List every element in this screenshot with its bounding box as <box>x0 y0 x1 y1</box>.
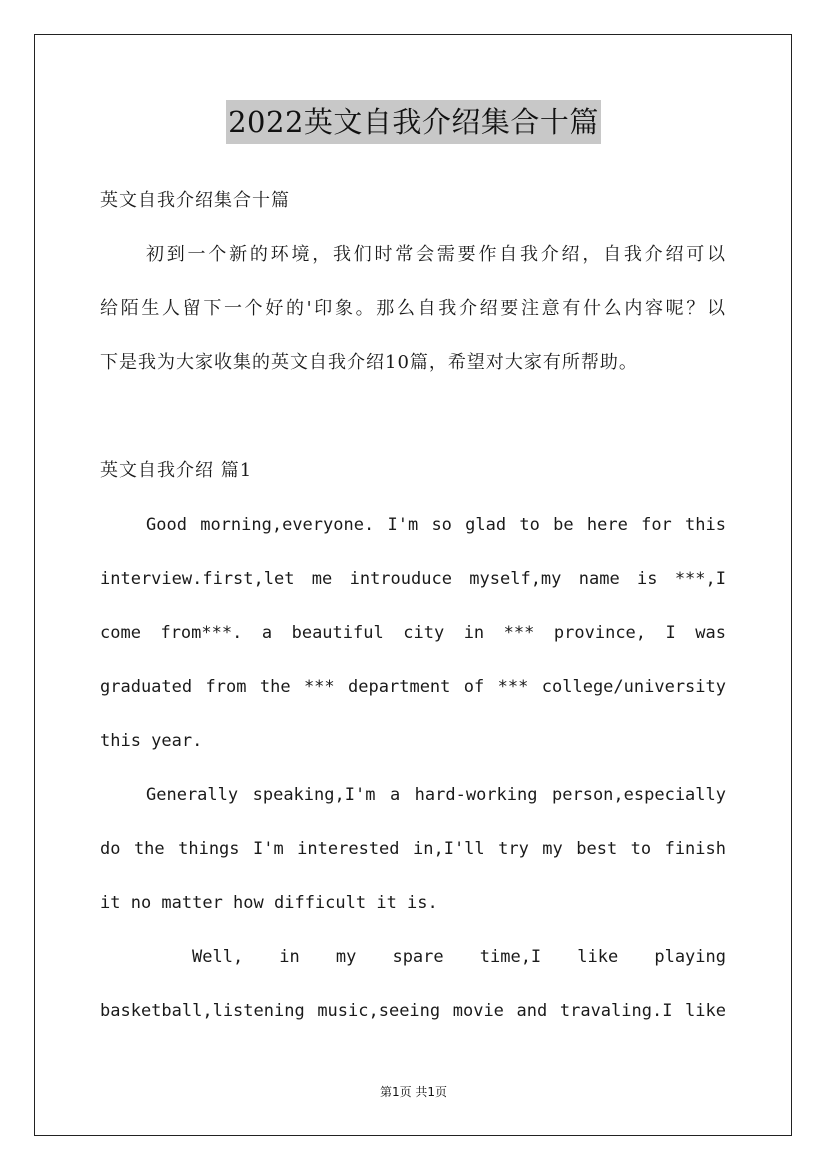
document-subtitle: 英文自我介绍集合十篇 <box>100 190 290 211</box>
section-heading: 英文自我介绍 篇1 <box>100 460 253 481</box>
page-footer: 第1页 共1页 <box>379 1085 448 1099</box>
spacer <box>100 390 726 444</box>
body-line: come from***. a beautiful city in *** province, I was <box>100 623 726 643</box>
body-line: it no matter how difficult it is. <box>100 893 438 913</box>
body-line: basketball,listening music,seeing movie and travaling.I like <box>100 1001 726 1021</box>
body-line: Well, in my spare time,I like playing <box>192 947 726 967</box>
body-line: this year. <box>100 731 203 751</box>
intro-line: 初到一个新的环境，我们时常会需要作自我介绍，自我介绍可以 <box>146 244 726 265</box>
document-title: 2022英文自我介绍集合十篇 <box>226 100 601 144</box>
intro-line: 下是我为大家收集的英文自我介绍10篇，希望对大家有所帮助。 <box>100 352 638 373</box>
body-line: interview.first,let me introuduce myself,my name is ***,I <box>100 569 726 589</box>
document-body <box>100 174 726 1038</box>
body-line: do the things I'm interested in,I'll try my best to finish <box>100 839 726 859</box>
title-container <box>0 100 827 144</box>
intro-line: 给陌生人留下一个好的'印象。那么自我介绍要注意有什么内容呢？以 <box>100 298 726 319</box>
body-line: Good morning,everyone. I'm so glad to be here for this <box>146 515 726 535</box>
body-line: graduated from the *** department of *** college/university <box>100 677 726 697</box>
body-line: Generally speaking,I'm a hard-working person,especially <box>146 785 726 805</box>
